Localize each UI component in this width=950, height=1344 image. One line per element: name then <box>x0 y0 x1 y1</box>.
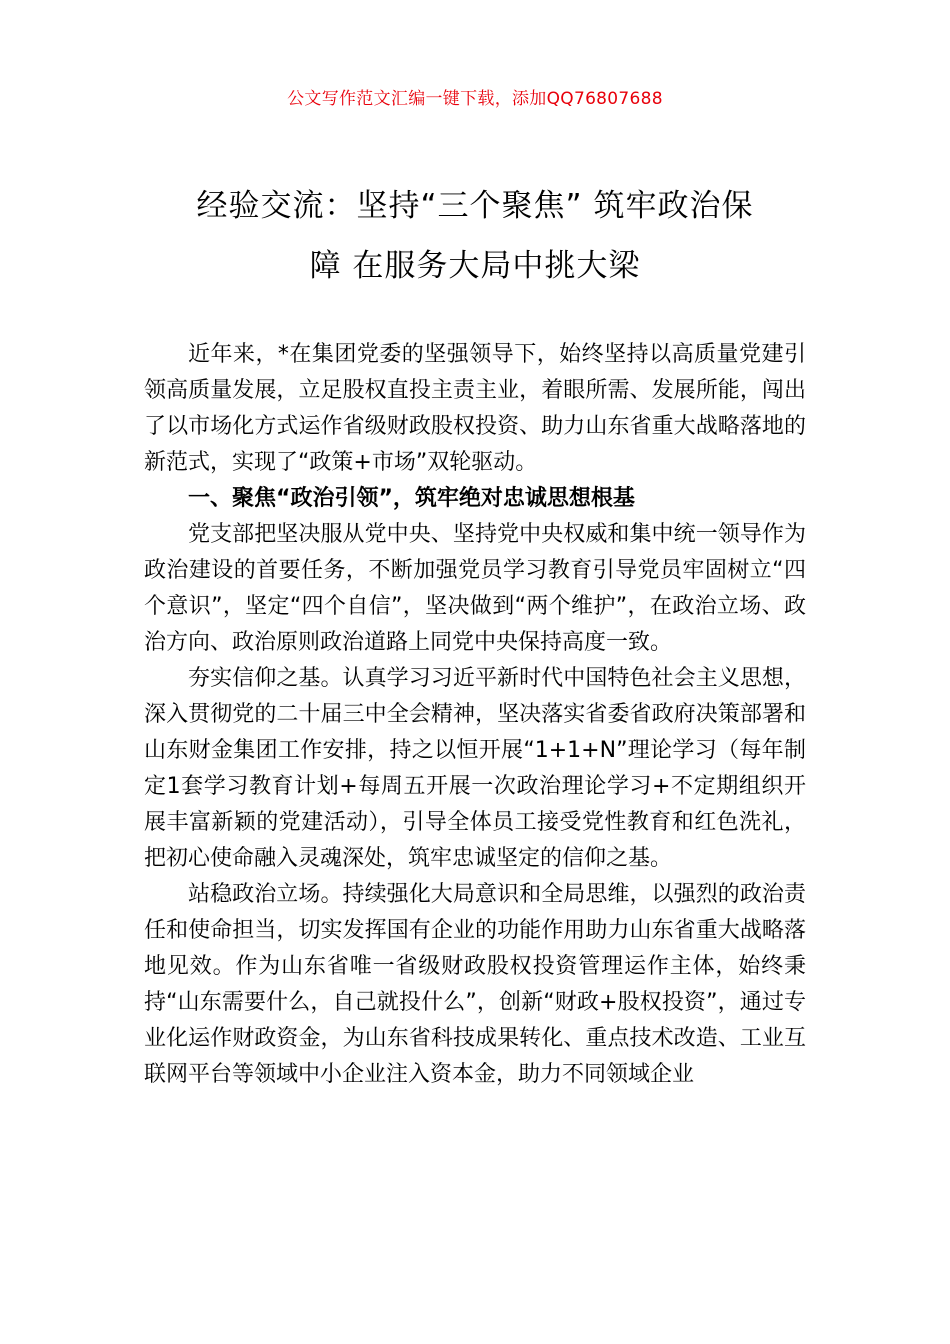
download-promo-note: 公文写作范文汇编一键下载，添加QQ76807688 <box>287 89 663 109</box>
title-line-2: 障 在服务大局中挑大梁 <box>309 248 641 284</box>
paragraph-faith-foundation: 夯实信仰之基。认真学习习近平新时代中国特色社会主义思想，深入贯彻党的二十届三中全会精神，坚决落实省委省政府决策部署和山东财金集团工作安排，持之以恒开展“1+1+N”理论学习（每年制定1套学习教育计划+每周五开展一次政治理论学习+不定期组织开展丰富新颖的党建活动），引导全体员工接受党性教育和红色洗礼，把初心使命融入灵魂深处，筑牢忠诚坚定的信仰之基。 <box>144 666 806 871</box>
section-heading-1: 一、聚焦“政治引领”，筑牢绝对忠诚思想根基 <box>188 486 635 511</box>
title-line-1: 经验交流：坚持“三个聚焦” 筑牢政治保 <box>196 188 754 224</box>
paragraph-political-stance: 站稳政治立场。持续强化大局意识和全局思维，以强烈的政治责任和使命担当，切实发挥国有企业的功能作用助力山东省重大战略落地见效。作为山东省唯一省级财政股权投资管理运作主体，始终秉持“山东需要什么，自己就投什么”，创新“财政+股权投资”，通过专业化运作财政资金，为山东省科技成果转化、重点技术改造、工业互联网平台等领域中小企业注入资本金，助力不同领域企业 <box>144 882 806 1087</box>
document-body <box>144 337 806 1093</box>
document-title <box>120 176 830 296</box>
paragraph-party-branch: 党支部把坚决服从党中央、坚持党中央权威和集中统一领导作为政治建设的首要任务，不断加强党员学习教育引导党员牢固树立“四个意识”，坚定“四个自信”，坚决做到“两个维护”，在政治立场、政治方向、政治原则政治道路上同党中央保持高度一致。 <box>144 522 806 655</box>
paragraph-intro: 近年来，*在集团党委的坚强领导下，始终坚持以高质量党建引领高质量发展，立足股权直投主责主业，着眼所需、发展所能，闯出了以市场化方式运作省级财政股权投资、助力山东省重大战略落地的新范式，实现了“政策+市场”双轮驱动。 <box>144 342 806 475</box>
